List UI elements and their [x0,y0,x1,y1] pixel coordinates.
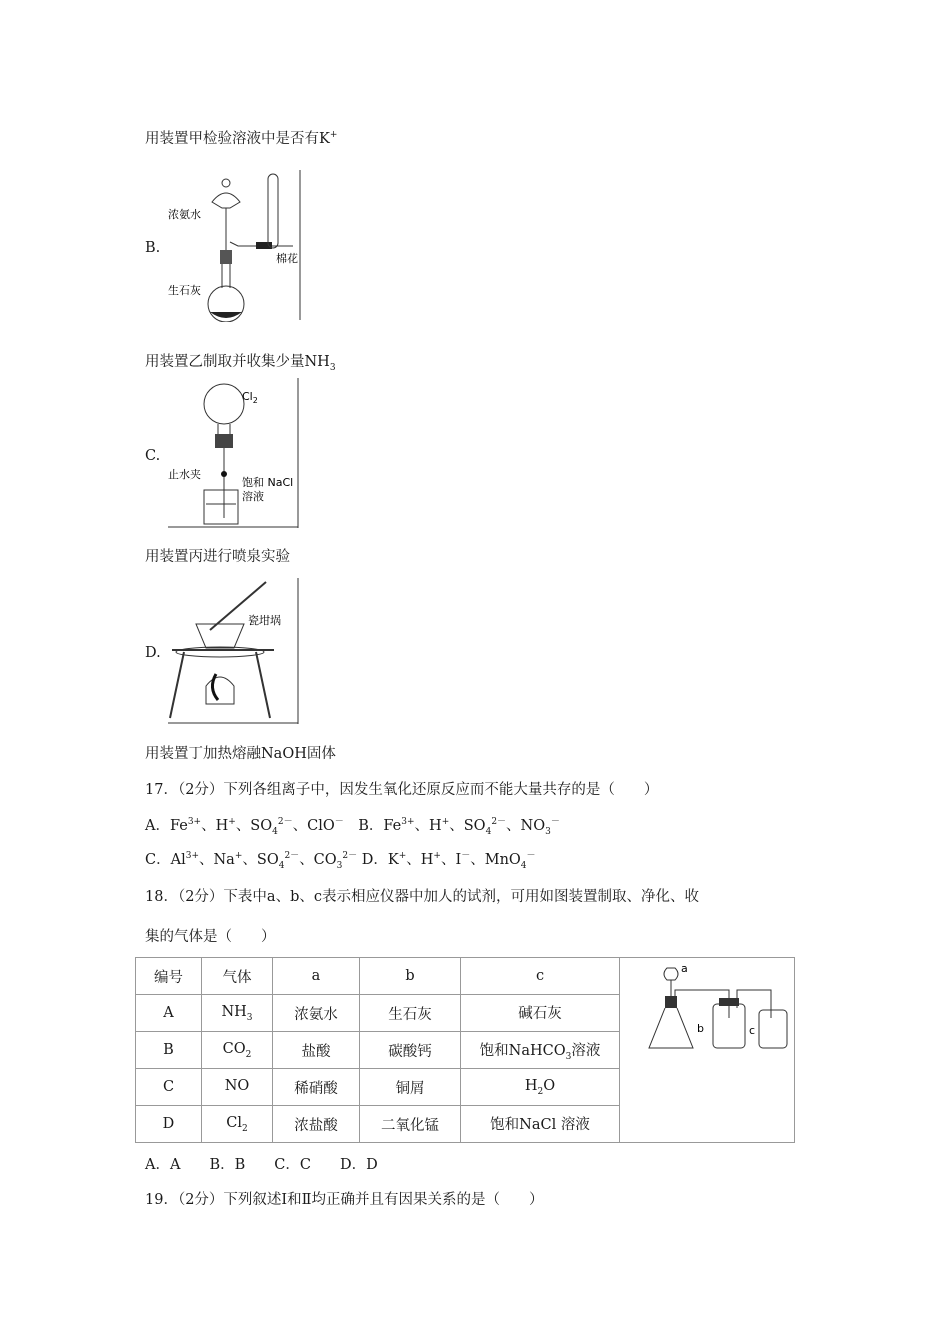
svg-text:瓷坩埚: 瓷坩埚 [248,614,281,627]
q19-stem: 19．（2分）下列叙述Ⅰ和Ⅱ均正确并且有因果关系的是（ ） [145,1192,544,1208]
svg-text:c: c [749,1024,756,1037]
svg-text:棉花: 棉花 [276,252,298,265]
apparatus-cell [620,958,795,1143]
cell-id: B [136,1032,202,1069]
option-c-caption: 用装置丙进行喷泉实验 [145,549,290,565]
cell-gas: $CO_2$ [202,1032,273,1069]
fountain-apparatus-figure [168,378,302,530]
svg-text:b: b [697,1022,704,1035]
ammonia-apparatus-figure [168,170,302,322]
q18-stem-line2: 集的气体是（ ） [145,929,276,945]
cell-c: 饱和NaCl 溶液 [461,1106,620,1143]
header-cell: 气体 [202,958,273,995]
svg-text:a: a [681,962,688,975]
cell-id: A [136,995,202,1032]
svg-text:生石灰: 生石灰 [168,284,201,297]
cell-gas: $NH_3$ [202,995,273,1032]
svg-text:止水夹: 止水夹 [168,468,201,481]
cell-b: 铜屑 [360,1069,461,1106]
svg-text:饱和 NaCl: 饱和 NaCl [242,476,294,489]
cell-gas: $Cl_2$ [202,1106,273,1143]
cell-b: 碳酸钙 [360,1032,461,1069]
svg-text:溶液: 溶液 [242,490,264,503]
option-a-caption: 用装置甲检验溶液中是否有K+ [145,130,338,147]
header-cell: 编号 [136,958,202,995]
crucible-heating-figure [168,578,302,726]
svg-text:浓氨水: 浓氨水 [168,208,201,221]
option-b-caption: 用装置乙制取并收集少量$NH_3$ [145,354,336,373]
q17-stem: 17．（2分）下列各组离子中，因发生氧化还原反应而不能大量共存的是（ ） [145,782,659,798]
svg-text:Cl2: $Cl_2$ [242,390,258,405]
cell-gas: NO [202,1069,273,1106]
gas-apparatus-figure [621,958,793,1054]
option-b-letter: B. [145,240,161,256]
cell-a: 浓盐酸 [273,1106,360,1143]
cell-a: 稀硝酸 [273,1069,360,1106]
q18-reagent-table [135,957,795,1143]
q18-choices: A．A B．B C．C D．D [145,1157,378,1173]
cell-b: 生石灰 [360,995,461,1032]
cell-c: 饱和NaHCO$_3$溶液 [461,1032,620,1069]
q17-options-ab: A．$Fe^{3+}$、H+、$SO_4^{2-}$、ClO－ B．$Fe^{3+}$、H+、$SO_4^{2-}$、$NO_3^-$ [145,817,560,837]
cell-id: C [136,1069,202,1106]
header-cell: c [461,958,620,995]
q17-options-cd: C．$Al^{3+}$、Na+、$SO_4^{2-}$、$CO_3^{2-}$ D．K+、H+、I－、MnO$_4$－ [145,851,536,871]
q18-stem-line1: 18．（2分）下表中a、b、c表示相应仪器中加人的试剂，可用如图装置制取、净化、收 [145,889,699,905]
cell-c: 碱石灰 [461,995,620,1032]
table-header-row [136,958,795,995]
cell-a: 浓氨水 [273,995,360,1032]
cell-b: 二氧化锰 [360,1106,461,1143]
header-cell: a [273,958,360,995]
header-cell: b [360,958,461,995]
option-c-letter: C. [145,448,161,464]
cell-a: 盐酸 [273,1032,360,1069]
cell-c: $H_2O$ [461,1069,620,1106]
option-d-caption: 用装置丁加热熔融NaOH固体 [145,746,336,762]
cell-id: D [136,1106,202,1143]
option-d-letter: D. [145,645,161,661]
